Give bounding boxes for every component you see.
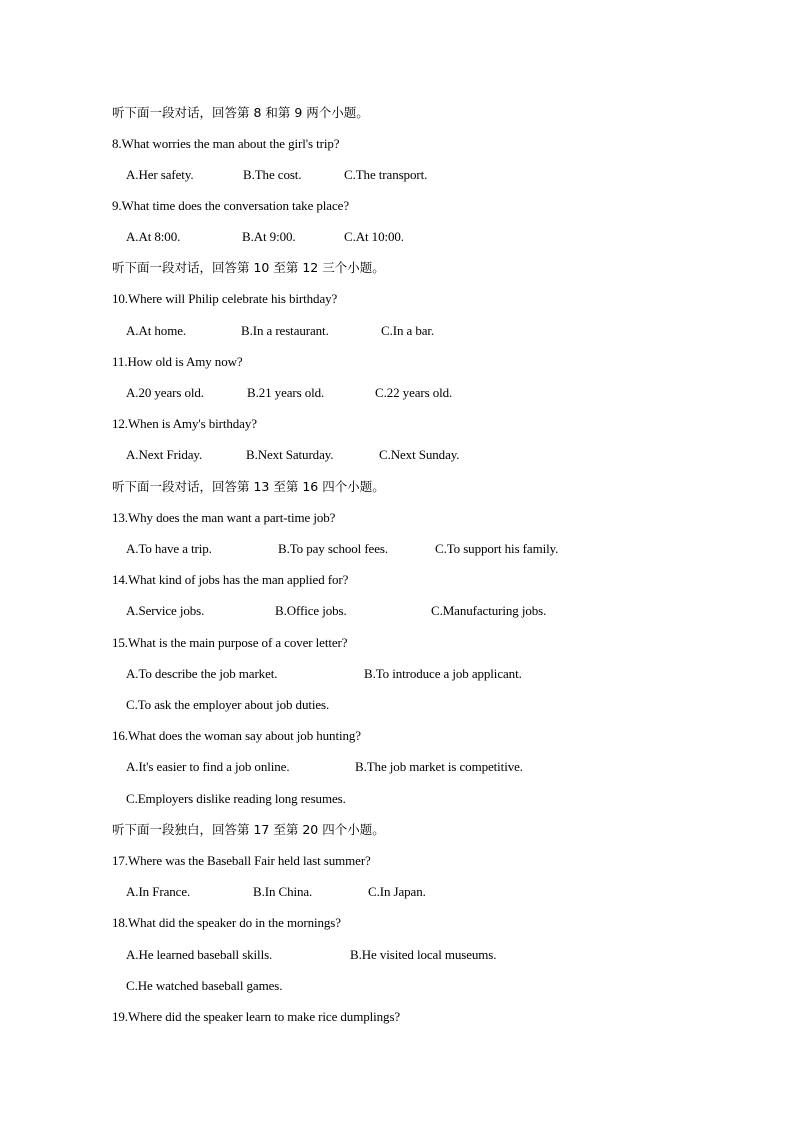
question-8: 8.What worries the man about the girl's trip? bbox=[112, 136, 340, 151]
question-10: 10.Where will Philip celebrate his birthday? bbox=[112, 291, 338, 306]
question-13-option-b: B.To pay school fees. bbox=[278, 541, 388, 556]
question-11-option-b: B.21 years old. bbox=[247, 385, 325, 400]
question-9: 9.What time does the conversation take place? bbox=[112, 198, 349, 213]
question-8-option-c: C.The transport. bbox=[344, 167, 428, 182]
section-heading-10-12: 听下面一段对话，回答第 10 至第 12 三个小题。 bbox=[112, 260, 385, 275]
question-8-option-a: A.Her safety. bbox=[126, 167, 194, 182]
question-10-option-a: A.At home. bbox=[126, 323, 187, 338]
question-19: 19.Where did the speaker learn to make rice dumplings? bbox=[112, 1009, 401, 1024]
question-12-option-c: C.Next Sunday. bbox=[379, 447, 460, 462]
question-14: 14.What kind of jobs has the man applied for? bbox=[112, 572, 349, 587]
question-10-option-c: C.In a bar. bbox=[381, 323, 435, 338]
question-14-option-c: C.Manufacturing jobs. bbox=[431, 603, 547, 618]
question-12-option-a: A.Next Friday. bbox=[126, 447, 203, 462]
question-8-option-b: B.The cost. bbox=[243, 167, 302, 182]
question-11-option-a: A.20 years old. bbox=[126, 385, 204, 400]
question-18: 18.What did the speaker do in the mornings? bbox=[112, 915, 341, 930]
section-heading-13-16: 听下面一段对话，回答第 13 至第 16 四个小题。 bbox=[112, 479, 385, 494]
question-16: 16.What does the woman say about job hunting? bbox=[112, 728, 361, 743]
question-12-option-b: B.Next Saturday. bbox=[246, 447, 334, 462]
section-heading-8-9: 听下面一段对话，回答第 8 和第 9 两个小题。 bbox=[112, 105, 369, 120]
section-heading-17-20: 听下面一段独白，回答第 17 至第 20 四个小题。 bbox=[112, 822, 385, 837]
question-13-option-c: C.To support his family. bbox=[435, 541, 559, 556]
question-16-option-c: C.Employers dislike reading long resumes. bbox=[126, 791, 346, 806]
question-14-option-b: B.Office jobs. bbox=[275, 603, 347, 618]
question-15-option-b: B.To introduce a job applicant. bbox=[364, 666, 522, 681]
question-17-option-a: A.In France. bbox=[126, 884, 191, 899]
question-15: 15.What is the main purpose of a cover letter? bbox=[112, 635, 348, 650]
question-16-option-b: B.The job market is competitive. bbox=[355, 759, 523, 774]
question-18-option-c: C.He watched baseball games. bbox=[126, 978, 283, 993]
question-15-option-c: C.To ask the employer about job duties. bbox=[126, 697, 330, 712]
question-18-option-a: A.He learned baseball skills. bbox=[126, 947, 273, 962]
question-17-option-c: C.In Japan. bbox=[368, 884, 426, 899]
question-15-option-a: A.To describe the job market. bbox=[126, 666, 278, 681]
question-9-option-b: B.At 9:00. bbox=[242, 229, 296, 244]
question-9-option-a: A.At 8:00. bbox=[126, 229, 181, 244]
question-12: 12.When is Amy's birthday? bbox=[112, 416, 257, 431]
question-11-option-c: C.22 years old. bbox=[375, 385, 453, 400]
question-18-option-b: B.He visited local museums. bbox=[350, 947, 497, 962]
question-14-option-a: A.Service jobs. bbox=[126, 603, 205, 618]
question-11: 11.How old is Amy now? bbox=[112, 354, 243, 369]
question-17-option-b: B.In China. bbox=[253, 884, 313, 899]
question-10-option-b: B.In a restaurant. bbox=[241, 323, 329, 338]
question-13-option-a: A.To have a trip. bbox=[126, 541, 212, 556]
question-16-option-a: A.It's easier to find a job online. bbox=[126, 759, 290, 774]
question-13: 13.Why does the man want a part-time job? bbox=[112, 510, 336, 525]
question-17: 17.Where was the Baseball Fair held last summer? bbox=[112, 853, 371, 868]
question-9-option-c: C.At 10:00. bbox=[344, 229, 404, 244]
